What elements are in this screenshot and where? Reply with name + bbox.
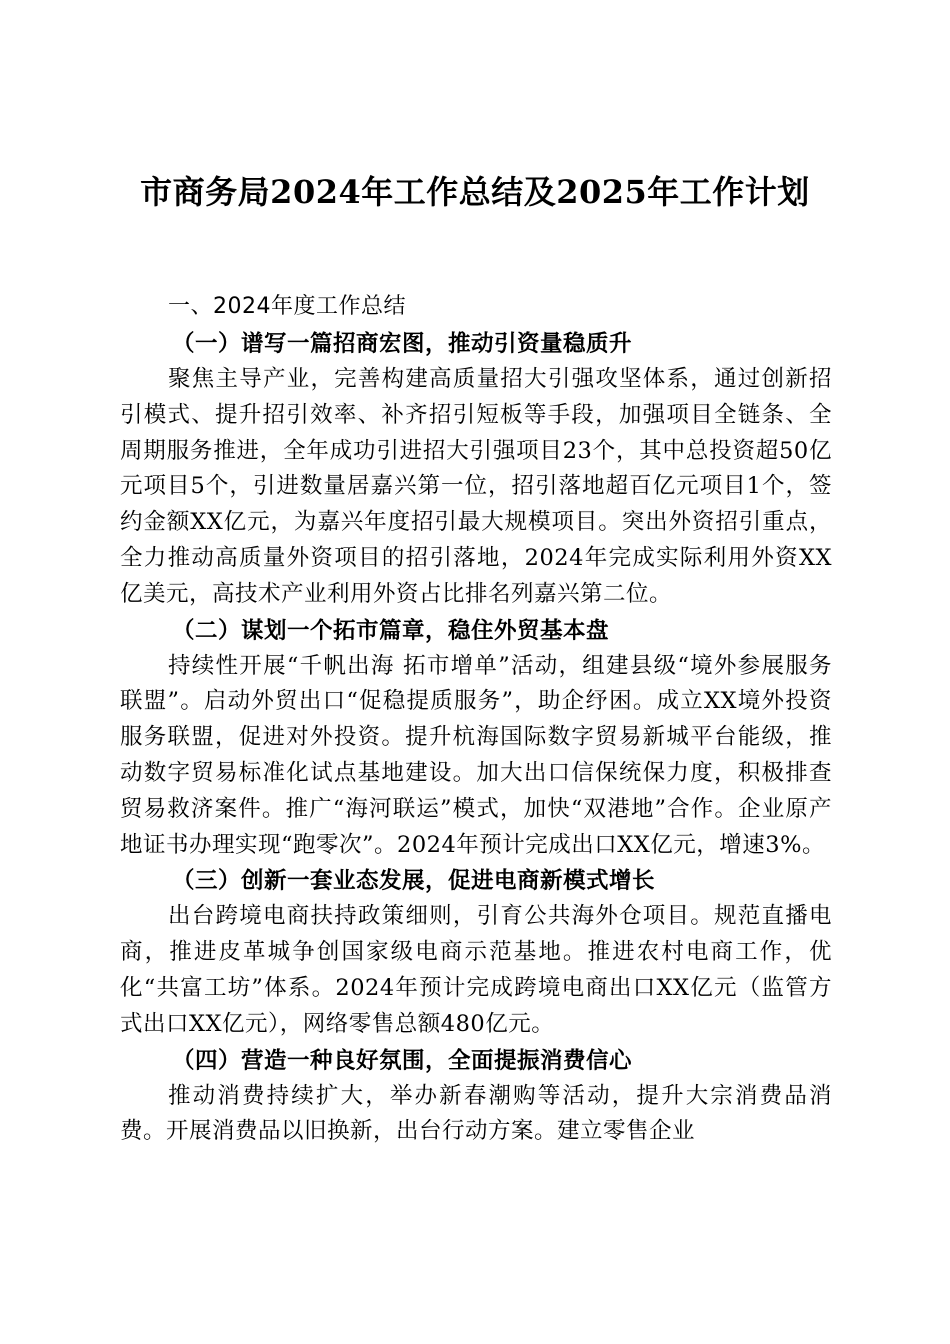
document-title: 市商务局2024年工作总结及2025年工作计划 (140, 173, 810, 211)
document-body (120, 288, 832, 1150)
subsection-heading-investment: （一）谱写一篇招商宏图，推动引资量稳质升 (172, 331, 633, 357)
subsection-heading-e-commerce: （三）创新一套业态发展，促进电商新模式增长 (172, 868, 656, 895)
section-heading-work-summary: 一、2024年度工作总结 (168, 294, 406, 319)
paragraph-consumption: 推动消费持续扩大，举办新春潮购等活动，提升大宗消费品消费。开展消费品以旧换新，出台行动方案。建立零售企业 (120, 1082, 832, 1145)
paragraph-e-commerce: 出台跨境电商扶持政策细则，引育公共海外仓项目。规范直播电商，推进皮革城争创国家级电商示范基地。推进农村电商工作，优化“共富工坊”体系。2024年预计完成跨境电商出口XX亿元（监管方式出口XX亿元），网络零售总额480亿元。 (120, 903, 832, 1037)
subsection-heading-consumption: （四）营造一种良好氛围，全面提振消费信心 (172, 1047, 633, 1074)
paragraph-foreign-trade: 持续性开展“千帆出海 拓市增单”活动，组建县级“境外参展服务联盟”。启动外贸出口“促稳提质服务”，助企纾困。成立XX境外投资服务联盟，促进对外投资。提升杭海国际数字贸易新城平台能级，推动数字贸易标准化试点基地建设。加大出口信保统保力度，积极排查贸易救济案件。推广“海河联运”模式，加快“双港地”合作。企业原产地证书办理实现“跑零次”。2024年预计完成出口XX亿元，增速3%。 (120, 652, 832, 858)
subsection-heading-foreign-trade: （二）谋划一个拓市篇章，稳住外贸基本盘 (172, 617, 610, 644)
paragraph-investment: 聚焦主导产业，完善构建高质量招大引强攻坚体系，通过创新招引模式、提升招引效率、补齐招引短板等手段，加强项目全链条、全周期服务推进，全年成功引进招大引强项目23个，其中总投资超50亿元项目5个，引进数量居嘉兴第一位，招引落地超百亿元项目1个，签约金额XX亿元，为嘉兴年度招引最大规模项目。突出外资招引重点，全力推动高质量外资项目的招引落地，2024年完成实际利用外资XX亿美元，高技术产业利用外资占比排名列嘉兴第二位。 (120, 366, 832, 607)
